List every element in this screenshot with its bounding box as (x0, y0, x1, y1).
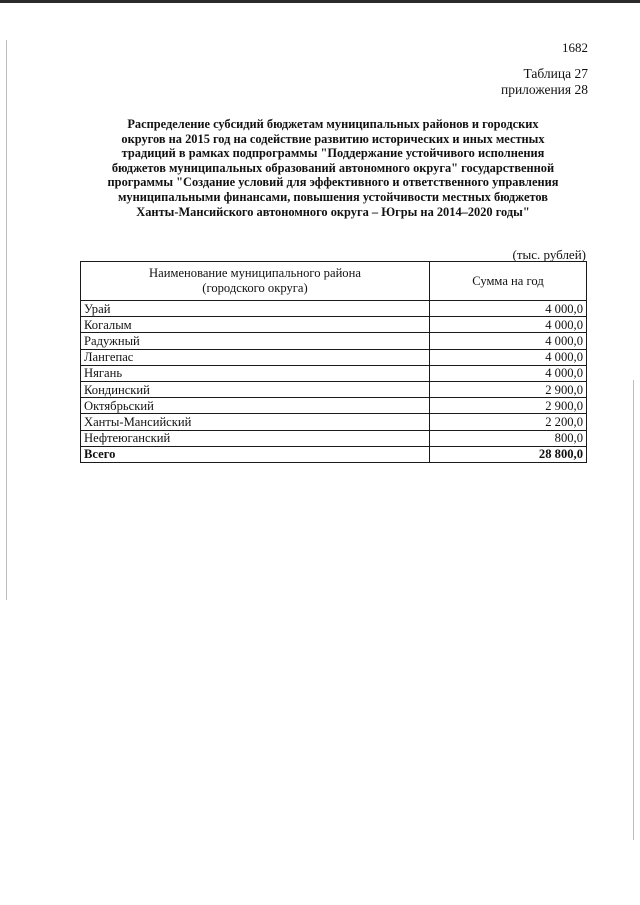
units-label: (тыс. рублей) (512, 247, 586, 262)
amount-value: 2 200,0 (430, 414, 587, 430)
table-row (81, 414, 587, 430)
table-total-row (81, 446, 587, 462)
municipality-name: Октябрьский (81, 398, 430, 414)
header-amount: Сумма на год (430, 262, 587, 301)
amount-value: 4 000,0 (430, 333, 587, 349)
table-row (81, 349, 587, 365)
document-title (80, 117, 586, 219)
amount-value: 800,0 (430, 430, 587, 446)
amount-value: 2 900,0 (430, 381, 587, 397)
municipality-name: Кондинский (81, 381, 430, 397)
table-header-row (81, 262, 587, 301)
municipality-name: Нефтеюганский (81, 430, 430, 446)
subsidy-table (80, 261, 587, 463)
municipality-name: Когалым (81, 317, 430, 333)
title-line: Ханты-Мансийского автономного округа – Югры на 2014–2020 годы" (136, 204, 530, 219)
amount-value: 4 000,0 (430, 365, 587, 381)
table-row (81, 365, 587, 381)
table-row (81, 333, 587, 349)
scan-edge-right (633, 380, 634, 840)
municipality-name: Урай (81, 301, 430, 317)
scan-top-edge (0, 0, 640, 3)
table-ref-line-2: приложения 28 (500, 82, 588, 97)
title-line: традиций в рамках подпрограммы "Поддержание устойчивого исполнения (121, 146, 545, 161)
amount-value: 4 000,0 (430, 317, 587, 333)
title-line: округов на 2015 год на содействие развитию исторических и иных местных (121, 131, 545, 146)
amount-value: 4 000,0 (430, 349, 587, 365)
scan-edge-left (6, 40, 7, 600)
table-row (81, 301, 587, 317)
table-ref-line-1: Таблица 27 (523, 66, 588, 81)
table-row (81, 381, 587, 397)
title-line: муниципальными финансами, повышения устойчивости местных бюджетов (117, 189, 549, 204)
amount-value: 4 000,0 (430, 301, 587, 317)
municipality-name: Нягань (81, 365, 430, 381)
municipality-name: Лангепас (81, 349, 430, 365)
header-municipality: Наименование муниципального района (городского округа) (81, 262, 430, 301)
municipality-name: Ханты-Мансийский (81, 414, 430, 430)
table-reference (501, 66, 588, 98)
total-value: 28 800,0 (430, 446, 587, 462)
total-label: Всего (81, 446, 430, 462)
table-row (81, 430, 587, 446)
title-line: Распределение субсидий бюджетам муниципальных районов и городских (127, 117, 539, 131)
title-line: бюджетов муниципальных образований автономного округа" государственной (111, 160, 555, 175)
page-number: 1682 (562, 40, 588, 55)
title-line: программы "Создание условий для эффективного и ответственного управления (107, 175, 559, 190)
municipality-name: Радужный (81, 333, 430, 349)
table-row (81, 398, 587, 414)
amount-value: 2 900,0 (430, 398, 587, 414)
table-row (81, 317, 587, 333)
